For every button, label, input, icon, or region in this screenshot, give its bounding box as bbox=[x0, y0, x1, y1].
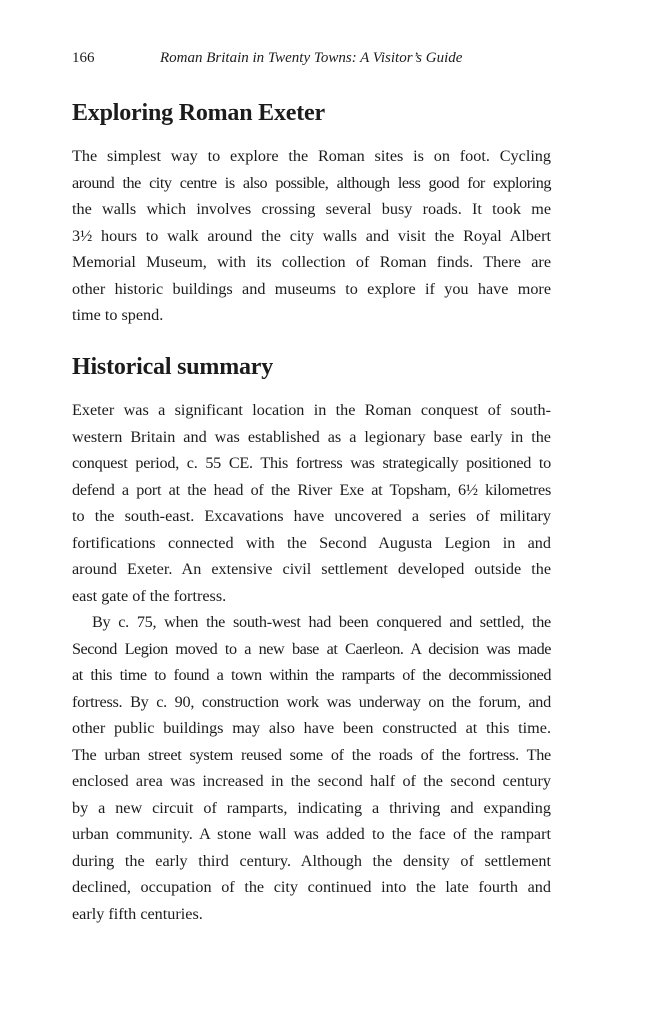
text-line: The simplest way to explore the Roman sites is on foot. Cycling bbox=[72, 147, 551, 165]
text-line: east gate of the fortress. bbox=[72, 586, 227, 605]
text-line: other public buildings may also have been constructed at this time. bbox=[72, 719, 551, 737]
text-line: the walls which involves crossing several busy roads. It took me bbox=[72, 200, 551, 218]
text-line: enclosed area was increased in the second half of the second century bbox=[72, 772, 551, 790]
text-line: Exeter was a significant location in the Roman conquest of south- bbox=[72, 401, 551, 419]
text-line: Second Legion moved to a new base at Caerleon. A decision was made bbox=[72, 639, 551, 658]
text-line: around Exeter. An extensive civil settlement developed outside the bbox=[72, 560, 551, 578]
book-title: Roman Britain in Twenty Towns: A Visitor’s Guide bbox=[160, 50, 463, 66]
text-line: around the city centre is also possible, although less good for exploring bbox=[72, 173, 551, 192]
text-line: other historic buildings and museums to explore if you have more bbox=[72, 279, 551, 298]
text-line: defend a port at the head of the River Exe at Topsham, 6½ kilometres bbox=[72, 480, 551, 499]
paragraph-exploring bbox=[72, 143, 551, 329]
text-line: to the south-east. Excavations have uncovered a series of military bbox=[72, 507, 551, 525]
paragraph-historical-summary bbox=[72, 397, 551, 927]
section-heading-exploring: Exploring Roman Exeter bbox=[72, 100, 325, 126]
text-line: fortifications connected with the Second Augusta Legion in and bbox=[72, 533, 551, 552]
page-number: 166 bbox=[72, 50, 95, 66]
text-line: Memorial Museum, with its collection of Roman finds. There are bbox=[72, 253, 551, 271]
text-line: The urban street system reused some of the roads of the fortress. The bbox=[72, 745, 551, 764]
text-line: fortress. By c. 90, construction work was underway on the forum, and bbox=[72, 692, 551, 711]
text-line: By c. 75, when the south-west had been conquered and settled, the bbox=[92, 613, 551, 631]
text-line: time to spend. bbox=[72, 306, 164, 324]
text-line: conquest period, c. 55 CE. This fortress was strategically positioned to bbox=[72, 454, 551, 472]
text-line: early fifth centuries. bbox=[72, 904, 203, 923]
text-line: at this time to found a town within the ramparts of the decommissioned bbox=[72, 666, 551, 684]
text-line: by a new circuit of ramparts, indicating a thriving and expanding bbox=[72, 798, 551, 817]
text-line: during the early third century. Although the density of settlement bbox=[72, 851, 551, 870]
text-line: declined, occupation of the city continued into the late fourth and bbox=[72, 878, 551, 896]
section-heading-historical-summary: Historical summary bbox=[72, 354, 274, 380]
text-line: urban community. A stone wall was added to the face of the rampart bbox=[72, 825, 551, 843]
text-line: 3½ hours to walk around the city walls and visit the Royal Albert bbox=[72, 226, 551, 245]
text-line: western Britain and was established as a legionary base early in the bbox=[72, 427, 551, 446]
running-head bbox=[72, 50, 551, 72]
